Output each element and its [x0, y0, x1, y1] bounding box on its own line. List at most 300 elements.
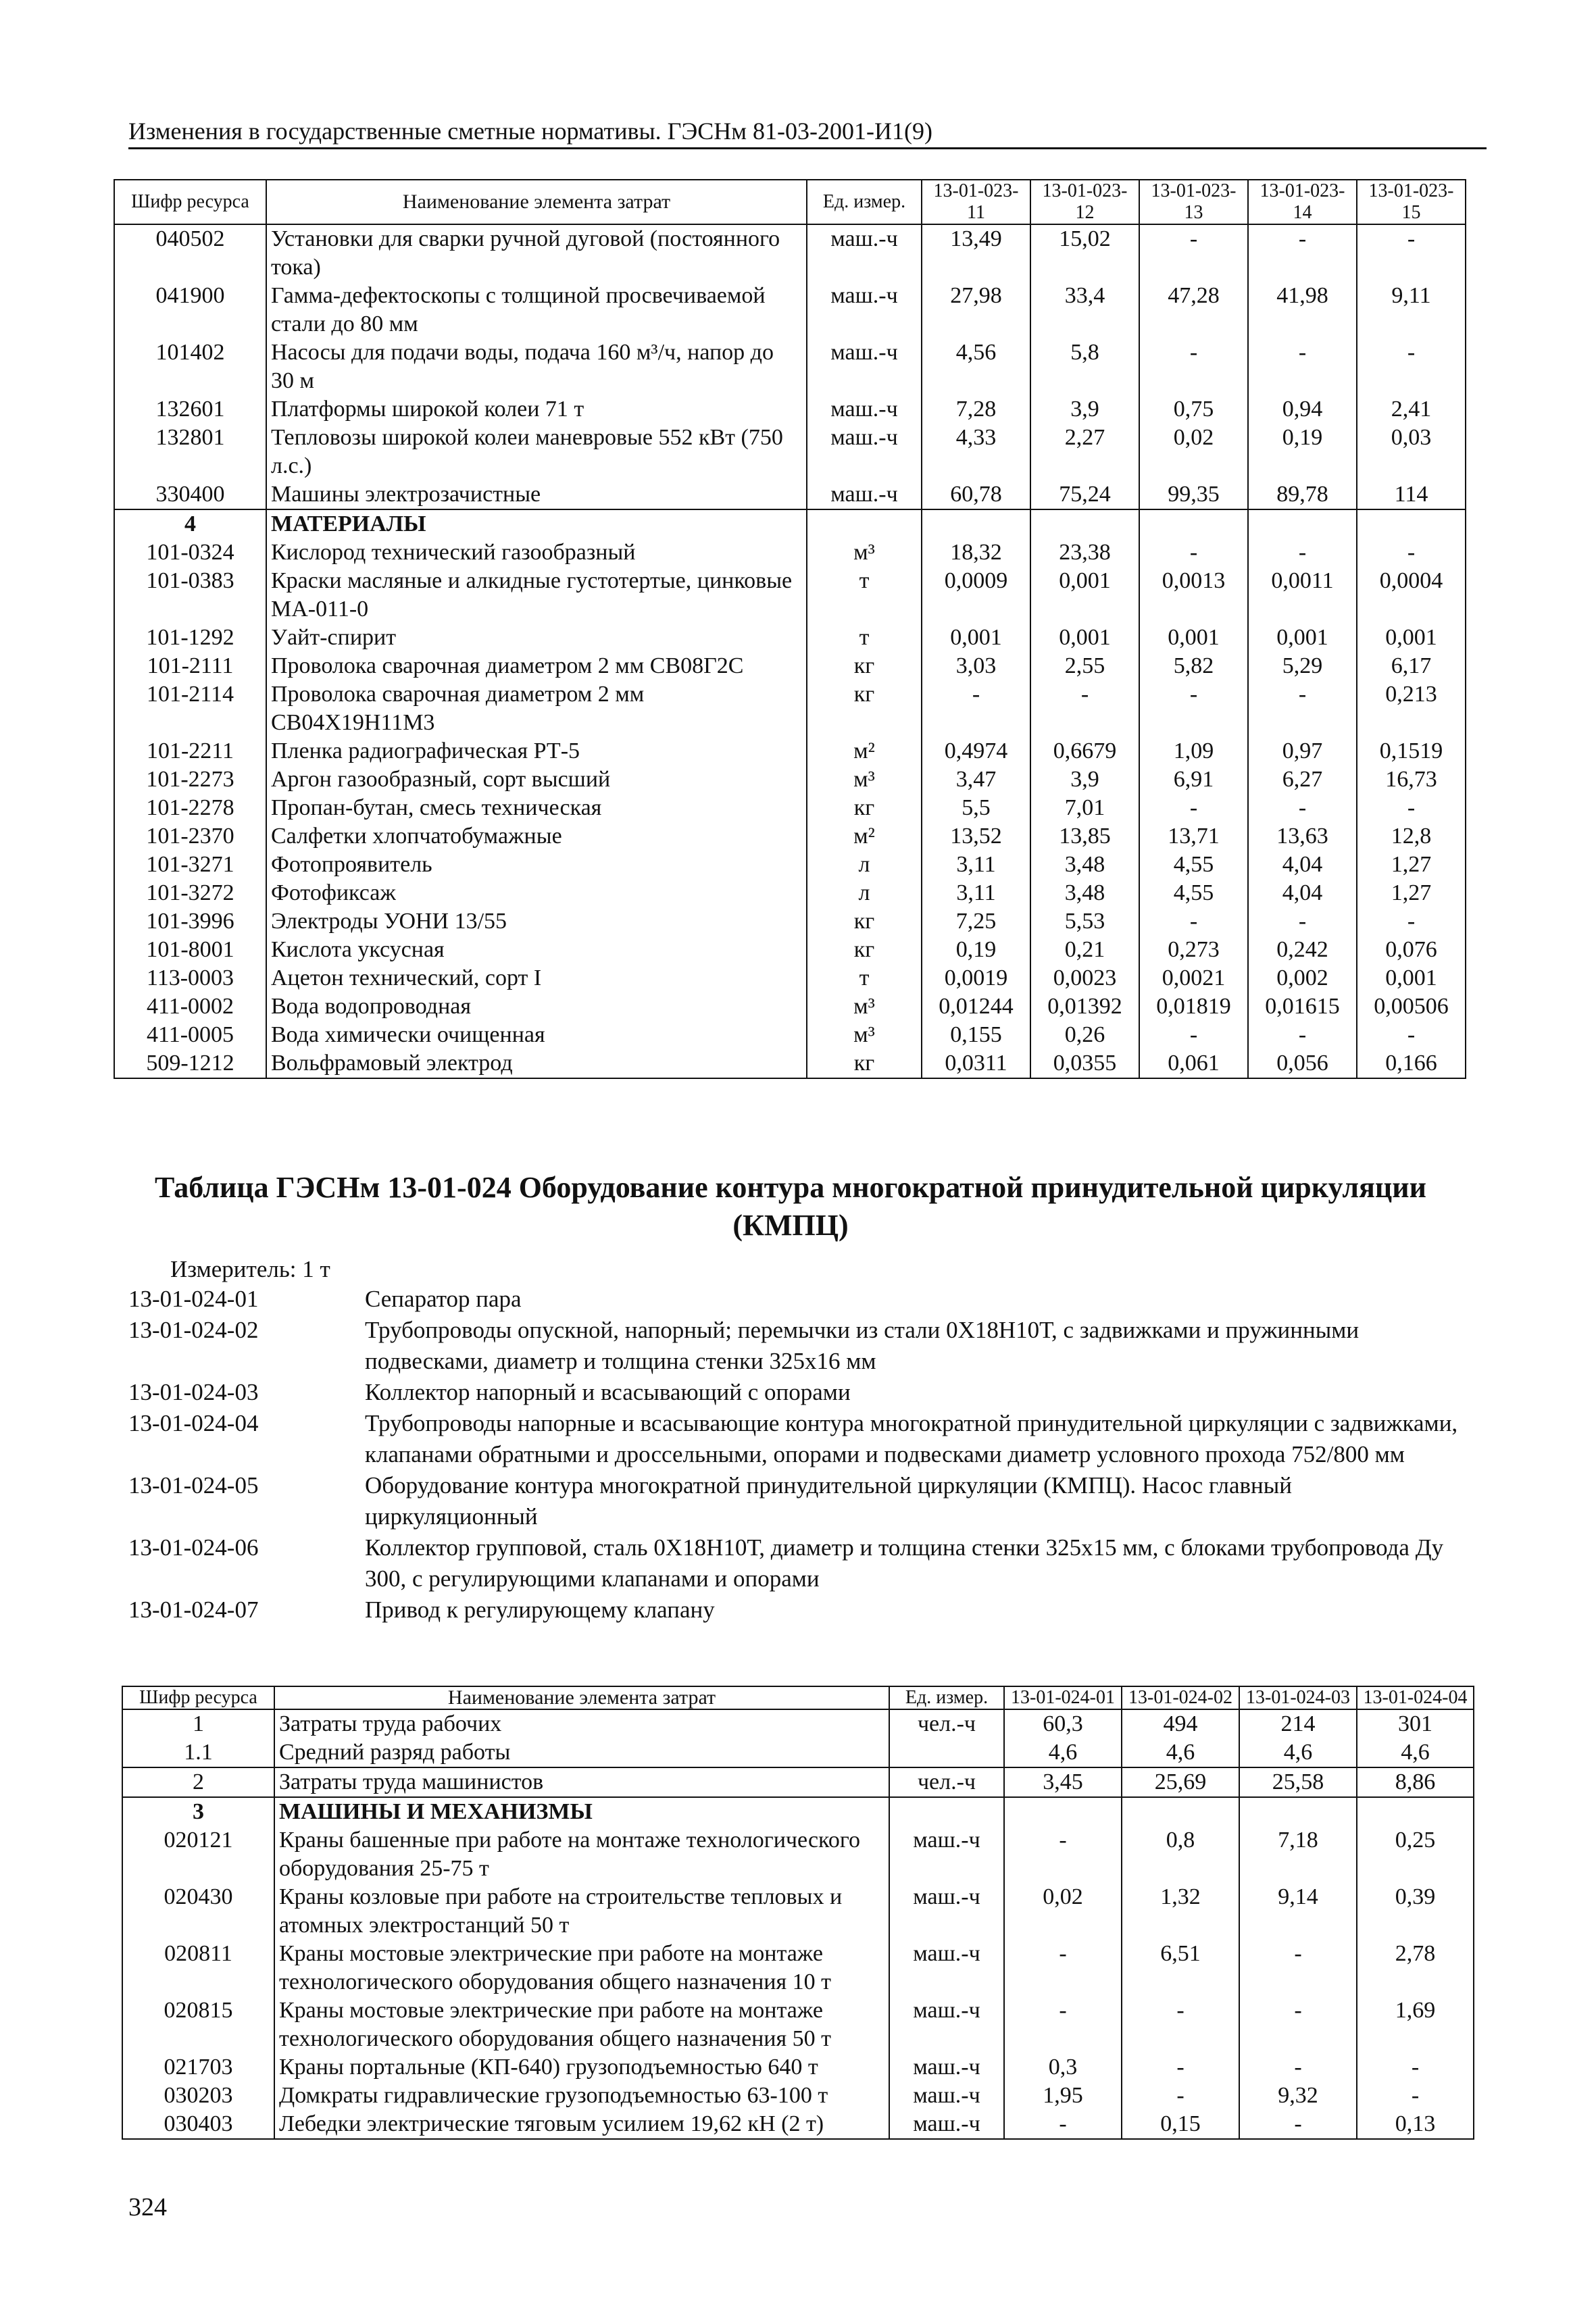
norm-value: 0,19 — [1248, 424, 1357, 480]
norm-value: 0,03 — [1357, 424, 1466, 480]
table-row — [114, 737, 1466, 765]
norm-value: 16,73 — [1357, 765, 1466, 794]
norm-value: 0,001 — [1248, 624, 1357, 652]
resource-code: 041900 — [114, 282, 266, 338]
norm-value: 60,78 — [922, 480, 1030, 509]
norm-value: 4,6 — [1357, 1738, 1474, 1767]
norm-value: 0,26 — [1030, 1021, 1139, 1049]
norm-value: - — [1030, 680, 1139, 737]
norm-value: 0,001 — [1139, 624, 1248, 652]
norm-value: 3,45 — [1004, 1767, 1122, 1797]
resource-code: 101-3272 — [114, 879, 266, 907]
table-row — [114, 395, 1466, 424]
table-row — [114, 765, 1466, 794]
resource-name: Краны портальные (КП-640) грузоподъемностью 640 т — [274, 2053, 889, 2082]
norm-value: 2,55 — [1030, 652, 1139, 680]
norm-value: 0,94 — [1248, 395, 1357, 424]
work-item-code: 13-01-024-01 — [128, 1286, 259, 1312]
resource-code: 101-3996 — [114, 907, 266, 936]
resource-name: Домкраты гидравлические грузоподъемностью 63-100 т — [274, 2082, 889, 2110]
table-row — [114, 1049, 1466, 1078]
norm-value: 75,24 — [1030, 480, 1139, 509]
resource-unit: м² — [807, 737, 922, 765]
norm-value: 7,18 — [1239, 1826, 1357, 1883]
norm-value: 2,78 — [1357, 1940, 1474, 1996]
norm-value: 5,29 — [1248, 652, 1357, 680]
table-row — [122, 1996, 1474, 2053]
resource-unit: кг — [807, 794, 922, 822]
work-item-code: 13-01-024-06 — [128, 1534, 259, 1561]
norm-value: 7,28 — [922, 395, 1030, 424]
column-header-norm: 13-01-024-04 — [1357, 1686, 1474, 1709]
column-header-code: Шифр ресурса — [122, 1686, 274, 1709]
norm-value: - — [1004, 1996, 1122, 2053]
norm-value: 1,32 — [1122, 1883, 1239, 1940]
table-row — [114, 680, 1466, 737]
norm-value: 0,01615 — [1248, 992, 1357, 1021]
table-row — [122, 1940, 1474, 1996]
norm-value: 0,002 — [1248, 964, 1357, 992]
norm-value: - — [1357, 224, 1466, 282]
section-row — [114, 509, 1466, 538]
resources-table-024 — [122, 1686, 1474, 2140]
resource-code: 101-2111 — [114, 652, 266, 680]
norm-value: - — [1004, 1826, 1122, 1883]
norm-value: - — [1248, 680, 1357, 737]
resource-name: Насосы для подачи воды, подача 160 м³/ч, напор до 30 м — [266, 338, 807, 395]
column-header-unit: Ед. измер. — [889, 1686, 1004, 1709]
column-header-code: Шифр ресурса — [114, 180, 266, 224]
resource-code: 040502 — [114, 224, 266, 282]
resource-code: 101-0383 — [114, 567, 266, 624]
norm-value: 5,5 — [922, 794, 1030, 822]
table-row — [122, 1767, 1474, 1797]
resource-name: Вольфрамовый электрод — [266, 1049, 807, 1078]
resource-unit: м³ — [807, 538, 922, 567]
norm-value: - — [1122, 2082, 1239, 2110]
norm-value: - — [1239, 2053, 1357, 2082]
resource-unit: чел.-ч — [889, 1709, 1004, 1738]
work-item — [128, 1532, 1466, 1594]
resource-unit: кг — [807, 680, 922, 737]
norm-value: 9,14 — [1239, 1883, 1357, 1940]
table-header-row — [122, 1686, 1474, 1709]
resource-code: 330400 — [114, 480, 266, 509]
norm-value: 5,53 — [1030, 907, 1139, 936]
resource-unit: маш.-ч — [889, 2053, 1004, 2082]
resource-unit: маш.-ч — [889, 2082, 1004, 2110]
resource-name: Ацетон технический, сорт I — [266, 964, 807, 992]
norm-value: - — [1004, 1940, 1122, 1996]
norm-value: 0,13 — [1357, 2110, 1474, 2139]
norm-value: 0,076 — [1357, 936, 1466, 964]
column-header-name: Наименование элемента затрат — [266, 180, 807, 224]
norm-value: 60,3 — [1004, 1709, 1122, 1738]
resource-unit: маш.-ч — [807, 395, 922, 424]
norm-value: 0,0021 — [1139, 964, 1248, 992]
resource-unit: м³ — [807, 992, 922, 1021]
norm-value — [1030, 509, 1139, 538]
resource-name: Краски масляные и алкидные густотертые, цинковые МА-011-0 — [266, 567, 807, 624]
norm-value: 41,98 — [1248, 282, 1357, 338]
norm-value: 3,9 — [1030, 395, 1139, 424]
norm-value: - — [1139, 794, 1248, 822]
resource-unit: л — [807, 879, 922, 907]
column-header-norm: 13-01-024-03 — [1239, 1686, 1357, 1709]
norm-value: 25,69 — [1122, 1767, 1239, 1797]
resource-code: 101-3271 — [114, 851, 266, 879]
norm-value: 4,6 — [1122, 1738, 1239, 1767]
norm-value: - — [1239, 2110, 1357, 2139]
resource-name: Вода водопроводная — [266, 992, 807, 1021]
resource-unit: т — [807, 624, 922, 652]
work-item-description: Трубопроводы опускной, напорный; перемычки из стали 0Х18Н10Т, с задвижками и пружинными подвесками, диаметр и толщина стенки 325х16 мм — [365, 1317, 1360, 1374]
resource-unit: маш.-ч — [807, 480, 922, 509]
section-title: Таблица ГЭСНм 13-01-024 Оборудование контура многократной принудительной циркуляции (КМПЦ) — [155, 1171, 1426, 1242]
work-item-description: Трубопроводы напорные и всасывающие контура многократной принудительной циркуляции с задвижками, клапанами обратными и дроссельными, опорами и подвесками диаметр условного прохода 752/800 мм — [365, 1410, 1458, 1467]
column-header-name: Наименование элемента затрат — [274, 1686, 889, 1709]
resource-unit: кг — [807, 936, 922, 964]
resource-code: 113-0003 — [114, 964, 266, 992]
resource-unit: маш.-ч — [807, 282, 922, 338]
norm-value: 3,11 — [922, 851, 1030, 879]
norm-value: - — [1239, 1940, 1357, 1996]
column-header-norm: 13-01-023-15 — [1357, 180, 1466, 224]
norm-value: 23,38 — [1030, 538, 1139, 567]
column-header-norm: 13-01-023-12 — [1030, 180, 1139, 224]
resource-unit — [889, 1738, 1004, 1767]
norm-value: 0,01392 — [1030, 992, 1139, 1021]
norm-value: 5,82 — [1139, 652, 1248, 680]
table-row — [114, 992, 1466, 1021]
column-header-norm: 13-01-024-01 — [1004, 1686, 1122, 1709]
norm-value: 13,49 — [922, 224, 1030, 282]
norm-value: 15,02 — [1030, 224, 1139, 282]
norm-value: 13,71 — [1139, 822, 1248, 851]
norm-value: 9,32 — [1239, 2082, 1357, 2110]
resource-name: Проволока сварочная диаметром 2 мм СВ08Г2С — [266, 652, 807, 680]
norm-value: 0,155 — [922, 1021, 1030, 1049]
resource-unit: кг — [807, 907, 922, 936]
norm-value — [1122, 1797, 1239, 1826]
norm-value: 301 — [1357, 1709, 1474, 1738]
resource-name: Затраты труда машинистов — [274, 1767, 889, 1797]
resource-code: 101402 — [114, 338, 266, 395]
norm-value: 0,061 — [1139, 1049, 1248, 1078]
work-item-description: Коллектор напорный и всасывающий с опорами — [365, 1379, 851, 1405]
norm-value: 0,0004 — [1357, 567, 1466, 624]
resource-name: Краны козловые при работе на строительстве тепловых и атомных электростанций 50 т — [274, 1883, 889, 1940]
table-row — [114, 624, 1466, 652]
norm-value: 7,01 — [1030, 794, 1139, 822]
norm-value: 2,27 — [1030, 424, 1139, 480]
norm-value: 13,52 — [922, 822, 1030, 851]
resource-name: Кислород технический газообразный — [266, 538, 807, 567]
norm-value: 0,01819 — [1139, 992, 1248, 1021]
resource-code: 101-2211 — [114, 737, 266, 765]
resource-unit: т — [807, 964, 922, 992]
resource-name: Аргон газообразный, сорт высший — [266, 765, 807, 794]
table-header-row — [114, 180, 1466, 224]
norm-value: 0,6679 — [1030, 737, 1139, 765]
norm-value: - — [1239, 1996, 1357, 2053]
resource-unit: маш.-ч — [807, 424, 922, 480]
column-header-norm: 13-01-024-02 — [1122, 1686, 1239, 1709]
norm-value: - — [1248, 224, 1357, 282]
resource-unit: м³ — [807, 1021, 922, 1049]
norm-value: 0,19 — [922, 936, 1030, 964]
resource-code: 1 — [122, 1709, 274, 1738]
norm-value: 4,6 — [1004, 1738, 1122, 1767]
resource-unit: маш.-ч — [889, 1826, 1004, 1883]
norm-value: 0,001 — [1030, 624, 1139, 652]
table-row — [114, 794, 1466, 822]
norm-value: 0,242 — [1248, 936, 1357, 964]
work-item — [128, 1315, 1466, 1377]
norm-value: 47,28 — [1139, 282, 1248, 338]
resource-unit: кг — [807, 652, 922, 680]
resource-unit: м³ — [807, 765, 922, 794]
resource-name: Затраты труда рабочих — [274, 1709, 889, 1738]
resource-name: Уайт-спирит — [266, 624, 807, 652]
norm-value: - — [1139, 338, 1248, 395]
norm-value: - — [1122, 1996, 1239, 2053]
norm-value: - — [1122, 2053, 1239, 2082]
norm-value: - — [1357, 338, 1466, 395]
norm-value: 4,55 — [1139, 879, 1248, 907]
table-row — [114, 338, 1466, 395]
resource-name: Лебедки электрические тяговым усилием 19,62 кН (2 т) — [274, 2110, 889, 2139]
norm-value: - — [1139, 680, 1248, 737]
resource-code: 020811 — [122, 1940, 274, 1996]
table-row — [114, 907, 1466, 936]
work-item-description: Привод к регулирующему клапану — [365, 1596, 715, 1623]
norm-value: 0,0011 — [1248, 567, 1357, 624]
resource-unit: кг — [807, 1049, 922, 1078]
norm-value: 8,86 — [1357, 1767, 1474, 1797]
resources-table-023 — [114, 179, 1466, 1079]
table-row — [122, 1738, 1474, 1767]
table-row — [114, 480, 1466, 509]
resource-unit: маш.-ч — [889, 1996, 1004, 2053]
norm-value — [922, 509, 1030, 538]
table-body — [122, 1709, 1474, 2139]
norm-value — [1239, 1797, 1357, 1826]
resource-code: 101-2114 — [114, 680, 266, 737]
column-header-norm: 13-01-023-11 — [922, 180, 1030, 224]
work-item — [128, 1377, 1466, 1408]
norm-value: 0,001 — [1030, 567, 1139, 624]
resource-code: 101-2273 — [114, 765, 266, 794]
resource-name: Вода химически очищенная — [266, 1021, 807, 1049]
table-row — [114, 964, 1466, 992]
resource-code: 2 — [122, 1767, 274, 1797]
norm-value: 4,33 — [922, 424, 1030, 480]
norm-value: - — [1139, 1021, 1248, 1049]
resource-code: 509-1212 — [114, 1049, 266, 1078]
norm-value: 1,09 — [1139, 737, 1248, 765]
section-row — [122, 1797, 1474, 1826]
norm-value — [1004, 1797, 1122, 1826]
norm-value: 6,91 — [1139, 765, 1248, 794]
resource-code: 020121 — [122, 1826, 274, 1883]
resource-unit: т — [807, 567, 922, 624]
resource-code: 1.1 — [122, 1738, 274, 1767]
norm-value: 25,58 — [1239, 1767, 1357, 1797]
resource-unit: маш.-ч — [807, 338, 922, 395]
resource-unit — [889, 1797, 1004, 1826]
norm-value — [1357, 1797, 1474, 1826]
work-item — [128, 1408, 1466, 1470]
column-header-norm: 13-01-023-13 — [1139, 180, 1248, 224]
resource-code: 101-0324 — [114, 538, 266, 567]
page-number: 324 — [128, 2193, 167, 2221]
norm-value: 0,0013 — [1139, 567, 1248, 624]
norm-value: 99,35 — [1139, 480, 1248, 509]
resource-name: Машины электрозачистные — [266, 480, 807, 509]
work-item-description: Оборудование контура многократной принудительной циркуляции (КМПЦ). Насос главный циркуляционный — [365, 1472, 1292, 1530]
resource-code: 101-2278 — [114, 794, 266, 822]
norm-value: 89,78 — [1248, 480, 1357, 509]
norm-value: 0,3 — [1004, 2053, 1122, 2082]
norm-value: 3,48 — [1030, 851, 1139, 879]
norm-value: 33,4 — [1030, 282, 1139, 338]
work-item — [128, 1594, 1466, 1626]
work-items-list — [128, 1284, 1466, 1626]
resource-code: 020815 — [122, 1996, 274, 2053]
norm-value: 0,166 — [1357, 1049, 1466, 1078]
norm-value: 27,98 — [922, 282, 1030, 338]
norm-value: 0,25 — [1357, 1826, 1474, 1883]
norm-value: 0,0009 — [922, 567, 1030, 624]
table-row — [122, 2053, 1474, 2082]
norm-value: 6,17 — [1357, 652, 1466, 680]
norm-value: 0,15 — [1122, 2110, 1239, 2139]
norm-value: 1,69 — [1357, 1996, 1474, 2053]
resource-unit: маш.-ч — [807, 224, 922, 282]
norm-value: 3,11 — [922, 879, 1030, 907]
resource-name: МАТЕРИАЛЫ — [266, 509, 807, 538]
resource-name: Гамма-дефектоскопы с толщиной просвечиваемой стали до 80 мм — [266, 282, 807, 338]
norm-value: 4,56 — [922, 338, 1030, 395]
norm-value — [1357, 509, 1466, 538]
table-row — [114, 652, 1466, 680]
norm-value: 0,4974 — [922, 737, 1030, 765]
table-row — [114, 822, 1466, 851]
resource-name: МАШИНЫ И МЕХАНИЗМЫ — [274, 1797, 889, 1826]
resource-name: Фотопроявитель — [266, 851, 807, 879]
resource-name: Пленка радиографическая РТ-5 — [266, 737, 807, 765]
norm-value: 0,02 — [1004, 1883, 1122, 1940]
norm-value: 0,001 — [1357, 624, 1466, 652]
norm-value: 0,1519 — [1357, 737, 1466, 765]
table-row — [122, 2110, 1474, 2139]
norm-value: 0,0019 — [922, 964, 1030, 992]
resource-unit: маш.-ч — [889, 1883, 1004, 1940]
work-item-code: 13-01-024-03 — [128, 1379, 259, 1405]
norm-value: - — [1248, 338, 1357, 395]
norm-value: 6,27 — [1248, 765, 1357, 794]
work-item-code: 13-01-024-04 — [128, 1410, 259, 1436]
resource-unit: маш.-ч — [889, 1940, 1004, 1996]
resource-unit: чел.-ч — [889, 1767, 1004, 1797]
norm-value: 2,41 — [1357, 395, 1466, 424]
norm-value: 0,0355 — [1030, 1049, 1139, 1078]
resource-code: 4 — [114, 509, 266, 538]
table-row — [114, 424, 1466, 480]
norm-value: - — [1248, 794, 1357, 822]
norm-value: 5,8 — [1030, 338, 1139, 395]
norm-value: - — [1357, 794, 1466, 822]
resource-code: 021703 — [122, 2053, 274, 2082]
norm-value — [1248, 509, 1357, 538]
resource-name: Проволока сварочная диаметром 2 мм СВ04Х19Н11М3 — [266, 680, 807, 737]
norm-value: 114 — [1357, 480, 1466, 509]
norm-value: - — [1004, 2110, 1122, 2139]
norm-value: - — [1357, 2082, 1474, 2110]
resource-name: Краны мостовые электрические при работе на монтаже технологического оборудования общего назначения 10 т — [274, 1940, 889, 1996]
resource-code: 030203 — [122, 2082, 274, 2110]
table-row — [114, 538, 1466, 567]
norm-value: 3,48 — [1030, 879, 1139, 907]
column-header-norm: 13-01-023-14 — [1248, 180, 1357, 224]
resource-unit: м² — [807, 822, 922, 851]
norm-value: 0,273 — [1139, 936, 1248, 964]
resource-code: 030403 — [122, 2110, 274, 2139]
norm-value: - — [1357, 1021, 1466, 1049]
norm-value: - — [1139, 538, 1248, 567]
norm-value: - — [1357, 907, 1466, 936]
norm-value: 18,32 — [922, 538, 1030, 567]
norm-value: - — [1248, 1021, 1357, 1049]
norm-value: 1,27 — [1357, 879, 1466, 907]
resource-unit — [807, 509, 922, 538]
work-item-code: 13-01-024-07 — [128, 1596, 259, 1623]
norm-value: 0,8 — [1122, 1826, 1239, 1883]
table-row — [114, 879, 1466, 907]
table-row — [114, 1021, 1466, 1049]
page-header: Изменения в государственные сметные нормативы. ГЭСНм 81-03-2001-И1(9) — [128, 115, 1487, 149]
resource-name: Средний разряд работы — [274, 1738, 889, 1767]
norm-value: 0,001 — [1357, 964, 1466, 992]
norm-value: 214 — [1239, 1709, 1357, 1738]
column-header-unit: Ед. измер. — [807, 180, 922, 224]
norm-value: - — [1248, 907, 1357, 936]
norm-value: 9,11 — [1357, 282, 1466, 338]
norm-value: 13,63 — [1248, 822, 1357, 851]
norm-value: 0,0311 — [922, 1049, 1030, 1078]
table-row — [114, 851, 1466, 879]
norm-value: - — [1357, 538, 1466, 567]
work-item-code: 13-01-024-02 — [128, 1317, 259, 1343]
table-row — [122, 1826, 1474, 1883]
norm-value — [1139, 509, 1248, 538]
norm-value: 0,213 — [1357, 680, 1466, 737]
table-row — [122, 1883, 1474, 1940]
resource-name: Краны мостовые электрические при работе на монтаже технологического оборудования общего назначения 50 т — [274, 1996, 889, 2053]
norm-value: 0,01244 — [922, 992, 1030, 1021]
resource-unit: маш.-ч — [889, 2110, 1004, 2139]
resource-name: Установки для сварки ручной дуговой (постоянного тока) — [266, 224, 807, 282]
norm-value: 13,85 — [1030, 822, 1139, 851]
norm-value: 4,55 — [1139, 851, 1248, 879]
norm-value: - — [1357, 2053, 1474, 2082]
norm-value: 0,00506 — [1357, 992, 1466, 1021]
norm-value: - — [1139, 907, 1248, 936]
norm-value: 3,9 — [1030, 765, 1139, 794]
resource-name: Пропан-бутан, смесь техническая — [266, 794, 807, 822]
work-item-description: Сепаратор пара — [365, 1286, 522, 1312]
